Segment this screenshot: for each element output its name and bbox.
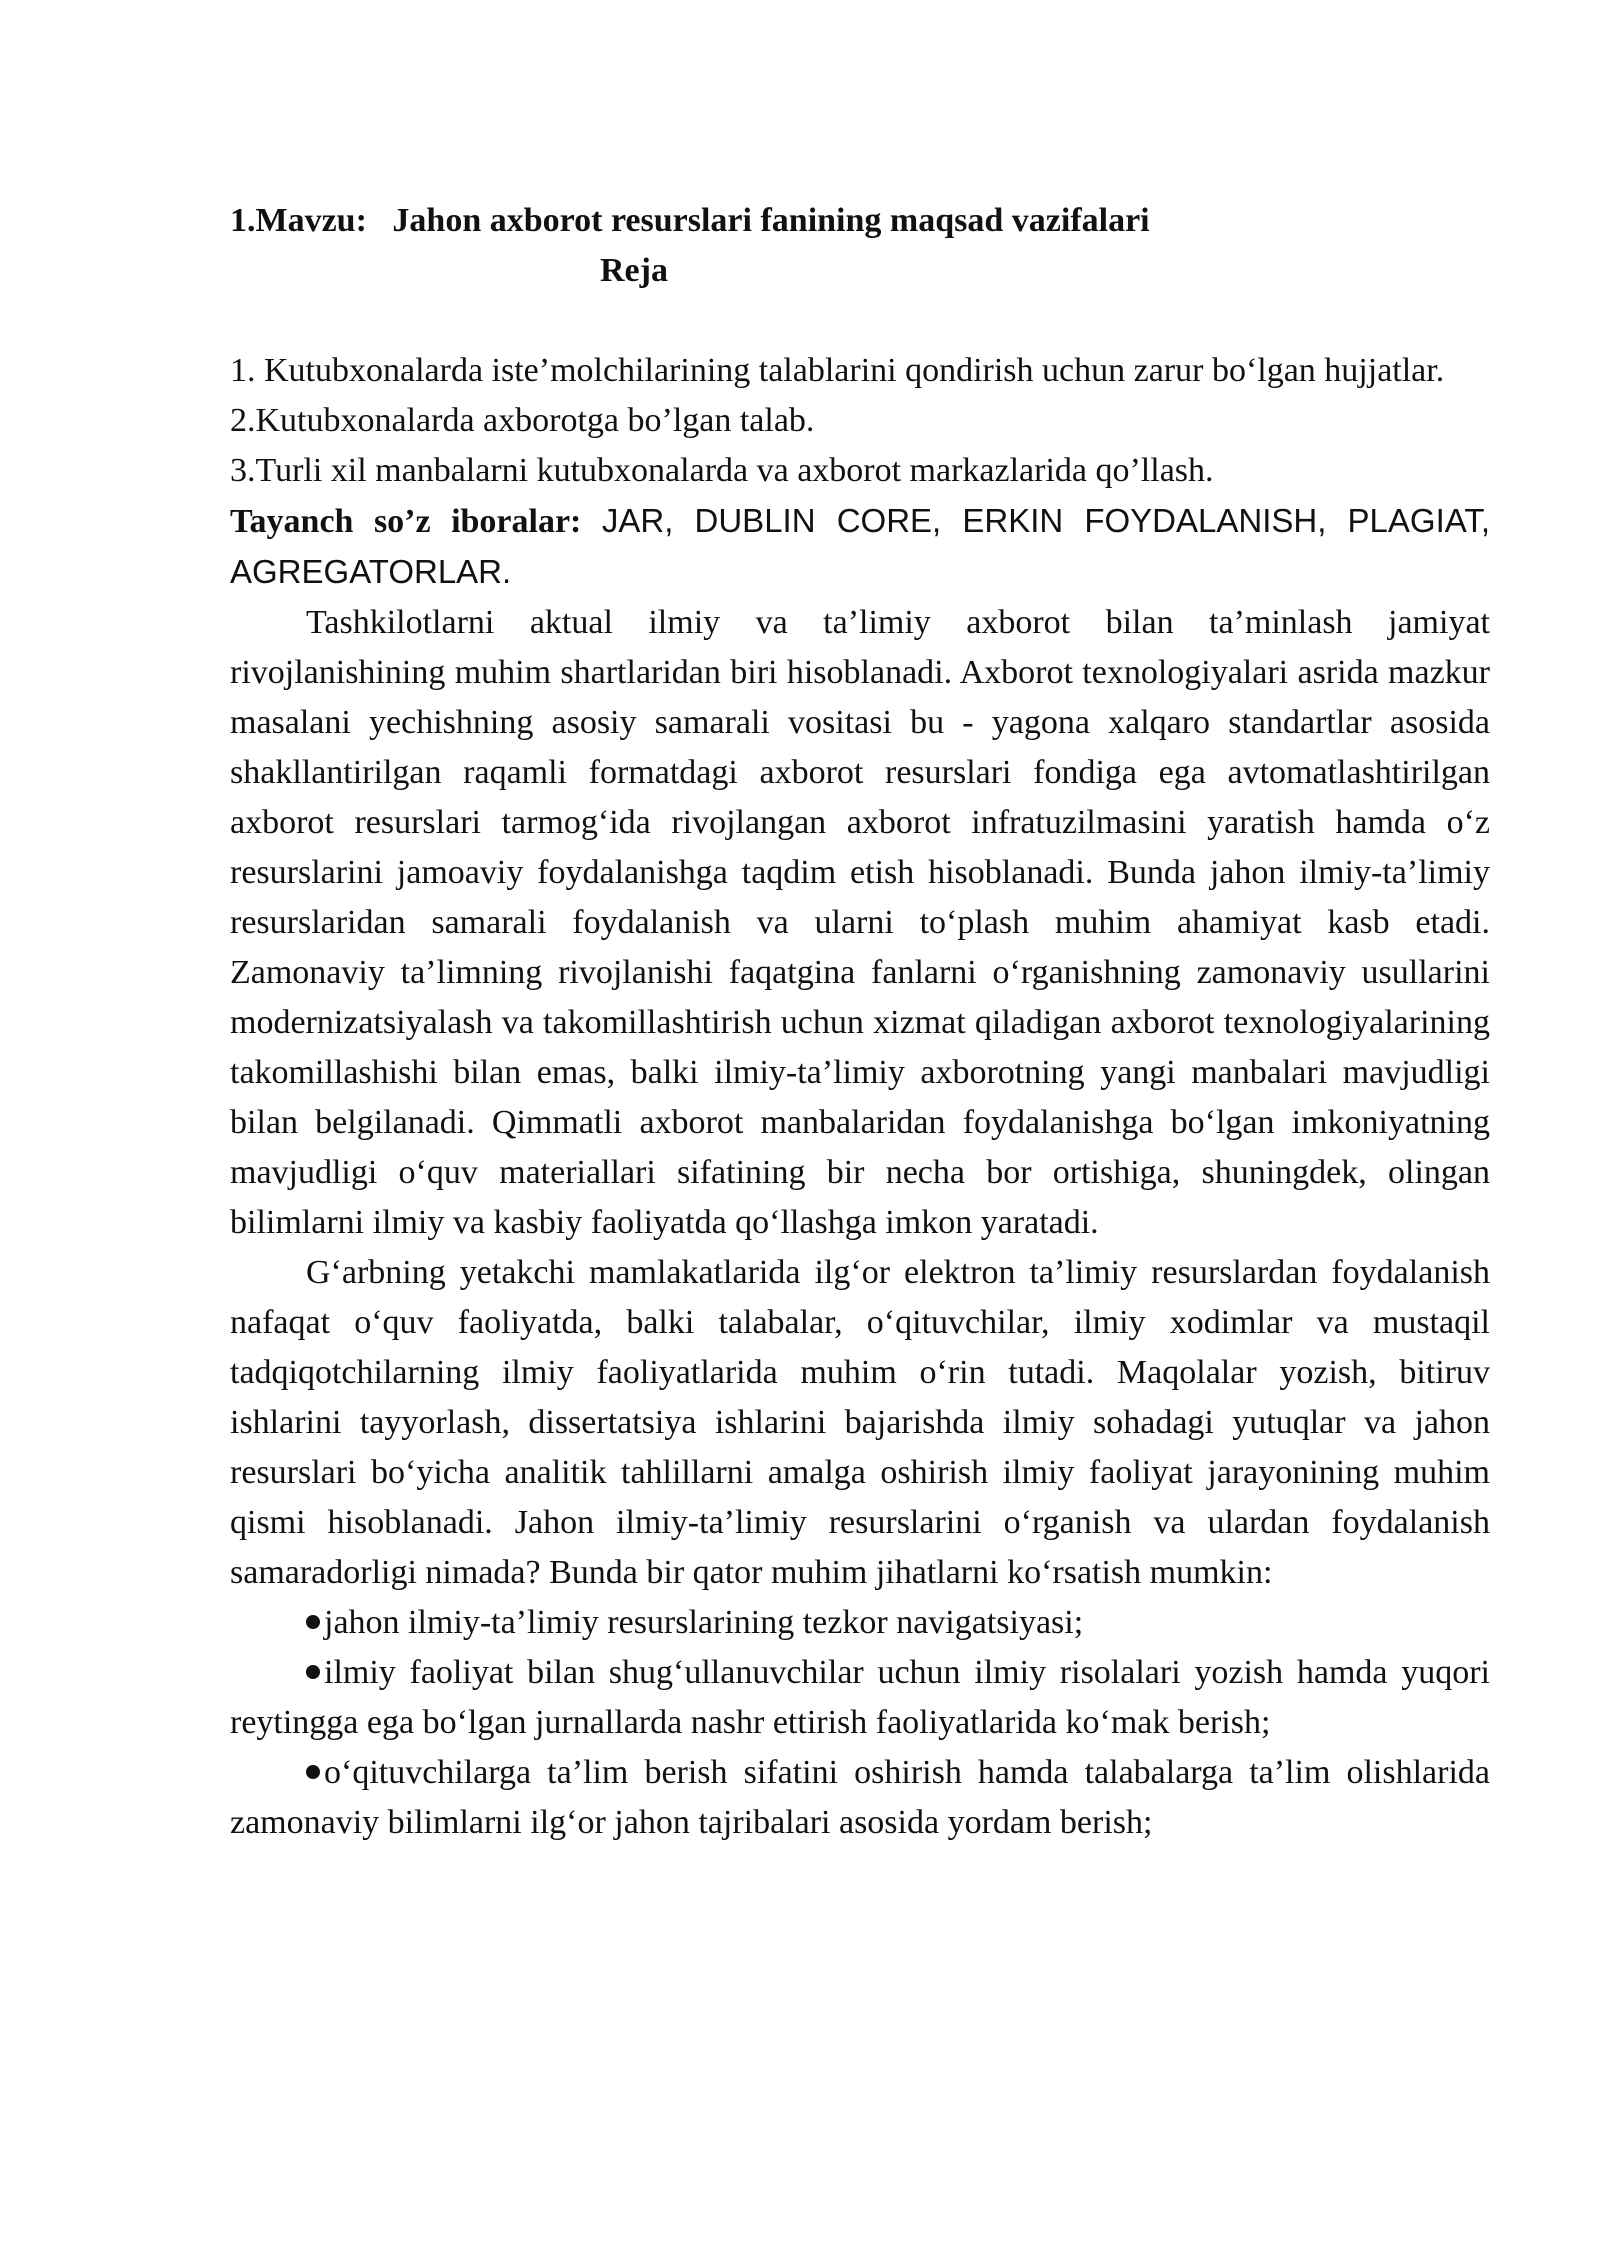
plan-item-1: 1. Kutubxonalarda iste’molchilarining talablarini qondirish uchun zarur bo‘lgan hujjatlar.: [230, 352, 1445, 389]
bullet-item-2: [230, 1648, 1490, 1748]
bullet-text: jahon ilmiy-ta’limiy resurslarining tezkor navigatsiyasi;: [324, 1604, 1084, 1641]
keywords-label: Tayanch so’z iboralar:: [230, 503, 582, 540]
blank-line: [230, 296, 1490, 346]
title-prefix: 1.Mavzu:: [230, 202, 367, 239]
bullet-dot-icon: [306, 1615, 320, 1629]
document-title: [230, 196, 1490, 246]
plan-item-2: 2.Kutubxonalarda axborotga bo’lgan talab.: [230, 402, 815, 439]
title-topic: Jahon axborot resurslari fanining maqsad vazifalari: [392, 202, 1150, 239]
document-page: [230, 196, 1490, 1848]
keywords-line: [230, 496, 1490, 598]
bullet-dot-icon: [306, 1765, 320, 1779]
bullet-dot-icon: [306, 1665, 320, 1679]
bullet-text: o‘qituvchilarga ta’lim berish sifatini oshirish hamda talabalarga ta’lim olishlarida zamonaviy bilimlarni ilg‘or jahon tajribalari asosida yordam berish;: [230, 1754, 1490, 1841]
bullet-item-1: [230, 1598, 1490, 1648]
bullet-item-3: [230, 1748, 1490, 1848]
keywords-text: JAR, DUBLIN CORE, ERKIN FOYDALANISH, PLAGIAT, AGREGATORLAR.: [230, 502, 1490, 590]
plan-heading: Reja: [600, 252, 668, 289]
body-paragraph-1: Tashkilotlarni aktual ilmiy va ta’limiy axborot bilan ta’minlash jamiyat rivojlanishining muhim shartlaridan biri hisoblanadi. Axborot texnologiyalari asrida mazkur masalani yechishning asosiy samarali vositasi bu - yagona xalqaro standartlar asosida shakllantirilgan raqamli formatdagi axborot resurslari fondiga ega avtomatlashtirilgan axborot resurslari tarmog‘ida rivojlangan axborot infratuzilmasini yaratish hamda o‘z resurslarini jamoaviy foydalanishga taqdim etish hisoblanadi. Bunda jahon ilmiy-ta’limiy resurslaridan samarali foydalanish va ularni to‘plash muhim ahamiyat kasb etadi. Zamonaviy ta’limning rivojlanishi faqatgina fanlarni o‘rganishning zamonaviy usullarini modernizatsiyalash va takomillashtirish uchun xizmat qiladigan axborot texnologiyalarining takomillashishi bilan emas, balki ilmiy-ta’limiy axborotning yangi manbalari mavjudligi bilan belgilanadi. Qimmatli axborot manbalaridan foydalanishga bo‘lgan imkoniyatning mavjudligi o‘quv materiallari sifatining bir necha bor ortishiga, shuningdek, olingan bilimlarni ilmiy va kasbiy faoliyatda qo‘llashga imkon yaratadi.: [230, 604, 1490, 1241]
body-paragraph-2: G‘arbning yetakchi mamlakatlarida ilg‘or elektron ta’limiy resurslardan foydalanish nafaqat o‘quv faoliyatda, balki talabalar, o‘qituvchilar, ilmiy xodimlar va mustaqil tadqiqotchilarning ilmiy faoliyatlarida muhim o‘rin tutadi. Maqolalar yozish, bitiruv ishlarini tayyorlash, dissertatsiya ishlarini bajarishda ilmiy sohadagi yutuqlar va jahon resurslari bo‘yicha analitik tahlillarni amalga oshirish ilmiy faoliyat jarayonining muhim qismi hisoblanadi. Jahon ilmiy-ta’limiy resurslarini o‘rganish va ulardan foydalanish samaradorligi nimada? Bunda bir qator muhim jihatlarni ko‘rsatish mumkin:: [230, 1254, 1490, 1591]
plan-item-3: 3.Turli xil manbalarni kutubxonalarda va axborot markazlarida qo’llash.: [230, 452, 1214, 489]
bullet-text: ilmiy faoliyat bilan shug‘ullanuvchilar uchun ilmiy risolalari yozish hamda yuqori reytingga ega bo‘lgan jurnallarda nashr ettirish faoliyatlarida ko‘mak berish;: [230, 1654, 1490, 1741]
